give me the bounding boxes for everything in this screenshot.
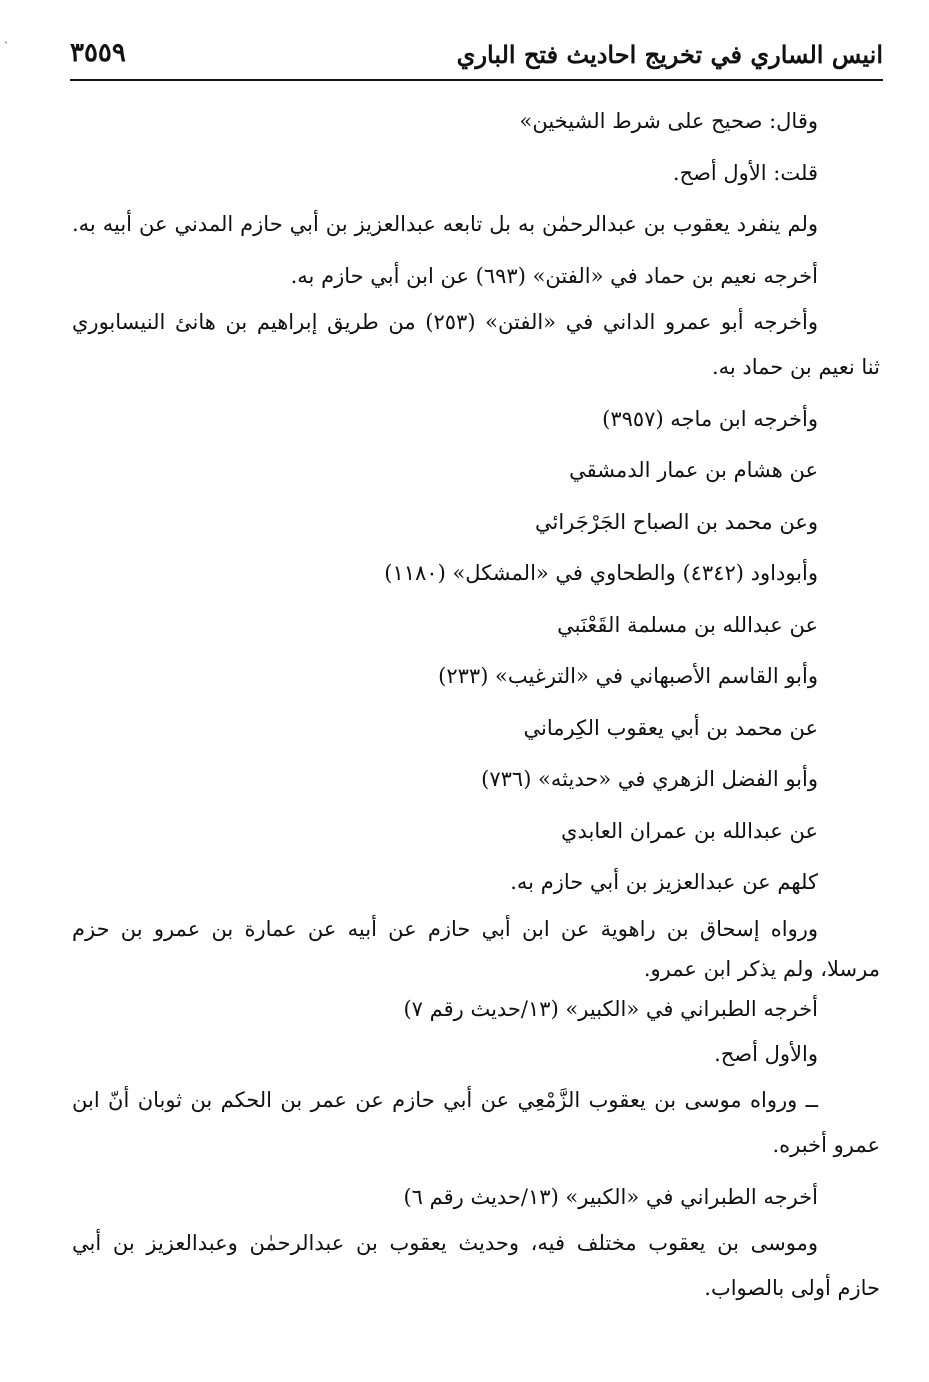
scan-mark: ˏ xyxy=(4,30,8,44)
text-line: وأبو القاسم الأصبهاني في «الترغيب» (٢٣٣) xyxy=(438,664,818,688)
text-line: ــ ورواه موسى بن يعقوب الزَّمْعِي عن أبي حازم عن عمر بن الحكم بن ثوبان أنّ ابن xyxy=(72,1088,818,1112)
text-line: أخرجه الطبراني في «الكبير» (١٣/حديث رقم ٧) xyxy=(403,996,818,1021)
text-line: ورواه إسحاق بن راهوية عن ابن أبي حازم عن أبيه عن عمارة بن عمرو بن حزم xyxy=(72,916,818,941)
text-line: وموسى بن يعقوب مختلف فيه، وحديث يعقوب بن عبدالرحمٰن وعبدالعزيز بن أبي xyxy=(72,1231,818,1255)
text-line: وأخرجه أبو عمرو الداني في «الفتن» (٢٥٣) من طريق إبراهيم بن هانئ النيسابوري xyxy=(72,310,818,334)
text-line: عمرو أخبره. xyxy=(772,1133,880,1157)
page-body xyxy=(72,96,880,1315)
text-line: وأبوداود (٤٣٤٢) والطحاوي في «المشكل» (١١٨٠) xyxy=(384,561,818,585)
text-line: كلهم عن عبدالعزيز بن أبي حازم به. xyxy=(510,870,818,894)
text-line: ولم ينفرد يعقوب بن عبدالرحمٰن به بل تابعه عبدالعزيز بن أبي حازم المدني عن أبيه به. xyxy=(72,212,818,236)
book-title: انيس الساري في تخريج احاديث فتح الباري xyxy=(456,40,883,69)
text-line: ثنا نعيم بن حماد به. xyxy=(711,355,880,379)
text-line: وأبو الفضل الزهري في «حديثه» (٧٣٦) xyxy=(481,767,818,791)
text-line: وعن محمد بن الصباح الجَرْجَرائي xyxy=(534,509,818,534)
page-number: ٣٥٥٩ xyxy=(70,38,126,68)
text-line: قلت: الأول أصح. xyxy=(672,160,818,185)
header-rule xyxy=(70,79,883,81)
text-line: عن عبدالله بن عمران العابدي xyxy=(561,818,818,843)
text-line: أخرجه نعيم بن حماد في «الفتن» (٦٩٣) عن ابن أبي حازم به. xyxy=(290,263,818,288)
text-line: عن عبدالله بن مسلمة القَعْنَبي xyxy=(557,612,818,637)
text-line: وقال: صحيح على شرط الشيخين» xyxy=(519,109,818,133)
text-line: أخرجه الطبراني في «الكبير» (١٣/حديث رقم ٦) xyxy=(403,1184,818,1209)
text-line: عن محمد بن أبي يعقوب الكِرماني xyxy=(523,715,818,740)
text-line: وأخرجه ابن ماجه (٣٩٥٧) xyxy=(602,406,818,431)
text-line: عن هشام بن عمار الدمشقي xyxy=(569,458,818,482)
text-line: حازم أولى بالصواب. xyxy=(704,1276,880,1300)
text-line: والأول أصح. xyxy=(714,1041,818,1066)
running-header xyxy=(70,28,883,80)
text-line: مرسلا، ولم يذكر ابن عمرو. xyxy=(643,956,880,981)
